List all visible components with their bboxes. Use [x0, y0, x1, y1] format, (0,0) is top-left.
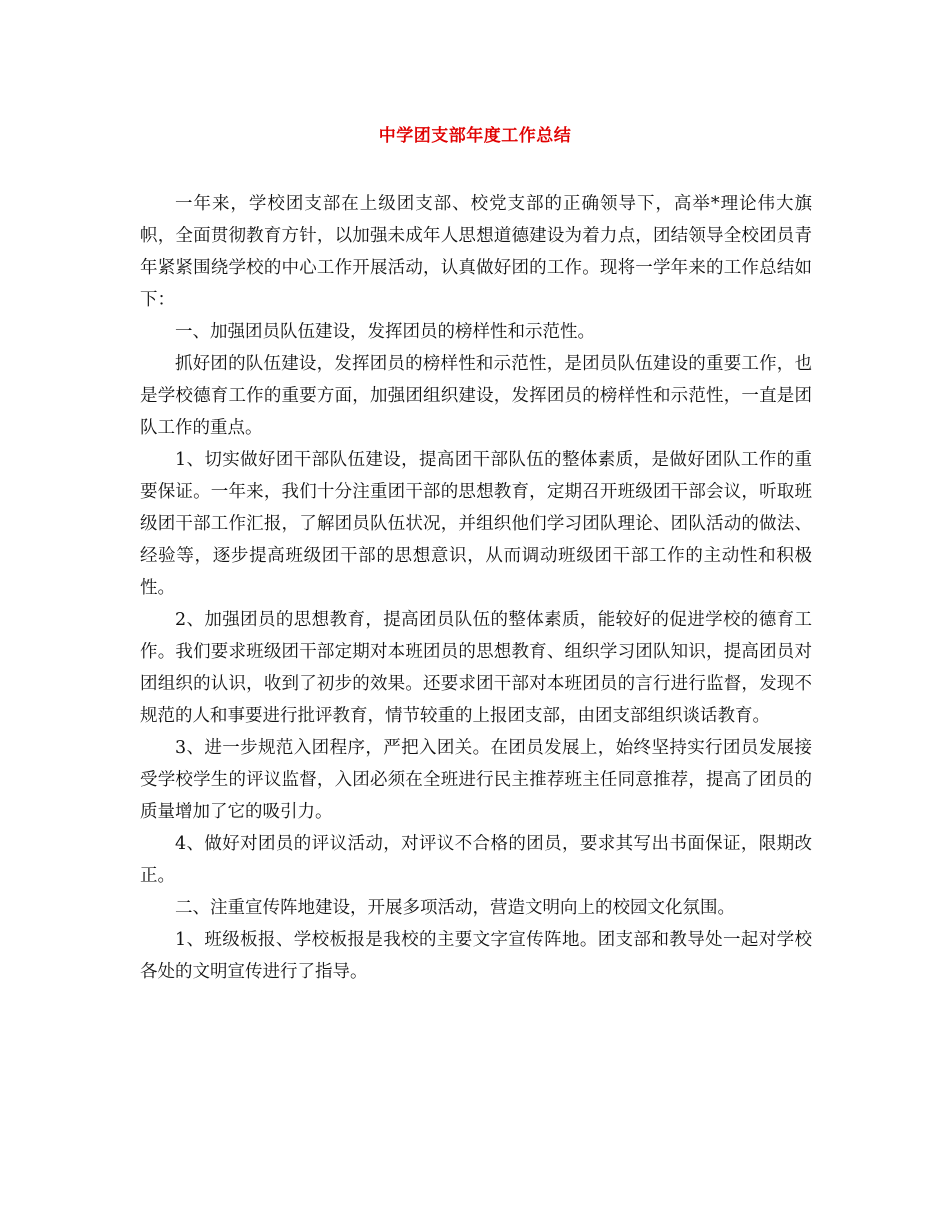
- list-item-5: 1、班级板报、学校板报是我校的主要文字宣传阵地。团支部和教导处一起对学校各处的文明宣传进行了指导。: [140, 930, 812, 982]
- list-item-1: 1、切实做好团干部队伍建设，提高团干部队伍的整体素质，是做好团队工作的重要保证。一年来，我们十分注重团干部的思想教育，定期召开班级团干部会议，听取班级团干部工作汇报，了解团员队伍状况，并组织他们学习团队理论、团队活动的做法、经验等，逐步提高班级团干部的思想意识，从而调动班级团干部工作的主动性和积极性。: [140, 450, 812, 598]
- document-body: [140, 188, 812, 988]
- section-heading-1: 一、加强团员队伍建设，发挥团员的榜样性和示范性。: [175, 322, 595, 342]
- list-item-3: 3、进一步规范入团程序，严把入团关。在团员发展上，始终坚持实行团员发展接受学校学生的评议监督，入团必须在全班进行民主推荐班主任同意推荐，提高了团员的质量增加了它的吸引力。: [140, 738, 812, 822]
- paragraph: 抓好团的队伍建设，发挥团员的榜样性和示范性，是团员队伍建设的重要工作，也是学校德育工作的重要方面，加强团组织建设，发挥团员的榜样性和示范性，一直是团队工作的重点。: [140, 354, 812, 438]
- list-item-4: 4、做好对团员的评议活动，对评议不合格的团员，要求其写出书面保证，限期改正。: [140, 834, 812, 886]
- paragraph-intro: 一年来，学校团支部在上级团支部、校党支部的正确领导下，高举*理论伟大旗帜，全面贯彻教育方针，以加强未成年人思想道德建设为着力点，团结领导全校团员青年紧紧围绕学校的中心工作开展活动，认真做好团的工作。现将一学年来的工作总结如下：: [140, 194, 812, 310]
- list-item-2: 2、加强团员的思想教育，提高团员队伍的整体素质，能较好的促进学校的德育工作。我们要求班级团干部定期对本班团员的思想教育、组织学习团队知识，提高团员对团组织的认识，收到了初步的效果。还要求团干部对本班团员的言行进行监督，发现不规范的人和事要进行批评教育，情节较重的上报团支部，由团支部组织谈话教育。: [140, 610, 812, 726]
- document-title: 中学团支部年度工作总结: [378, 126, 572, 146]
- section-heading-2: 二、注重宣传阵地建设，开展多项活动，营造文明向上的校园文化氛围。: [175, 898, 735, 918]
